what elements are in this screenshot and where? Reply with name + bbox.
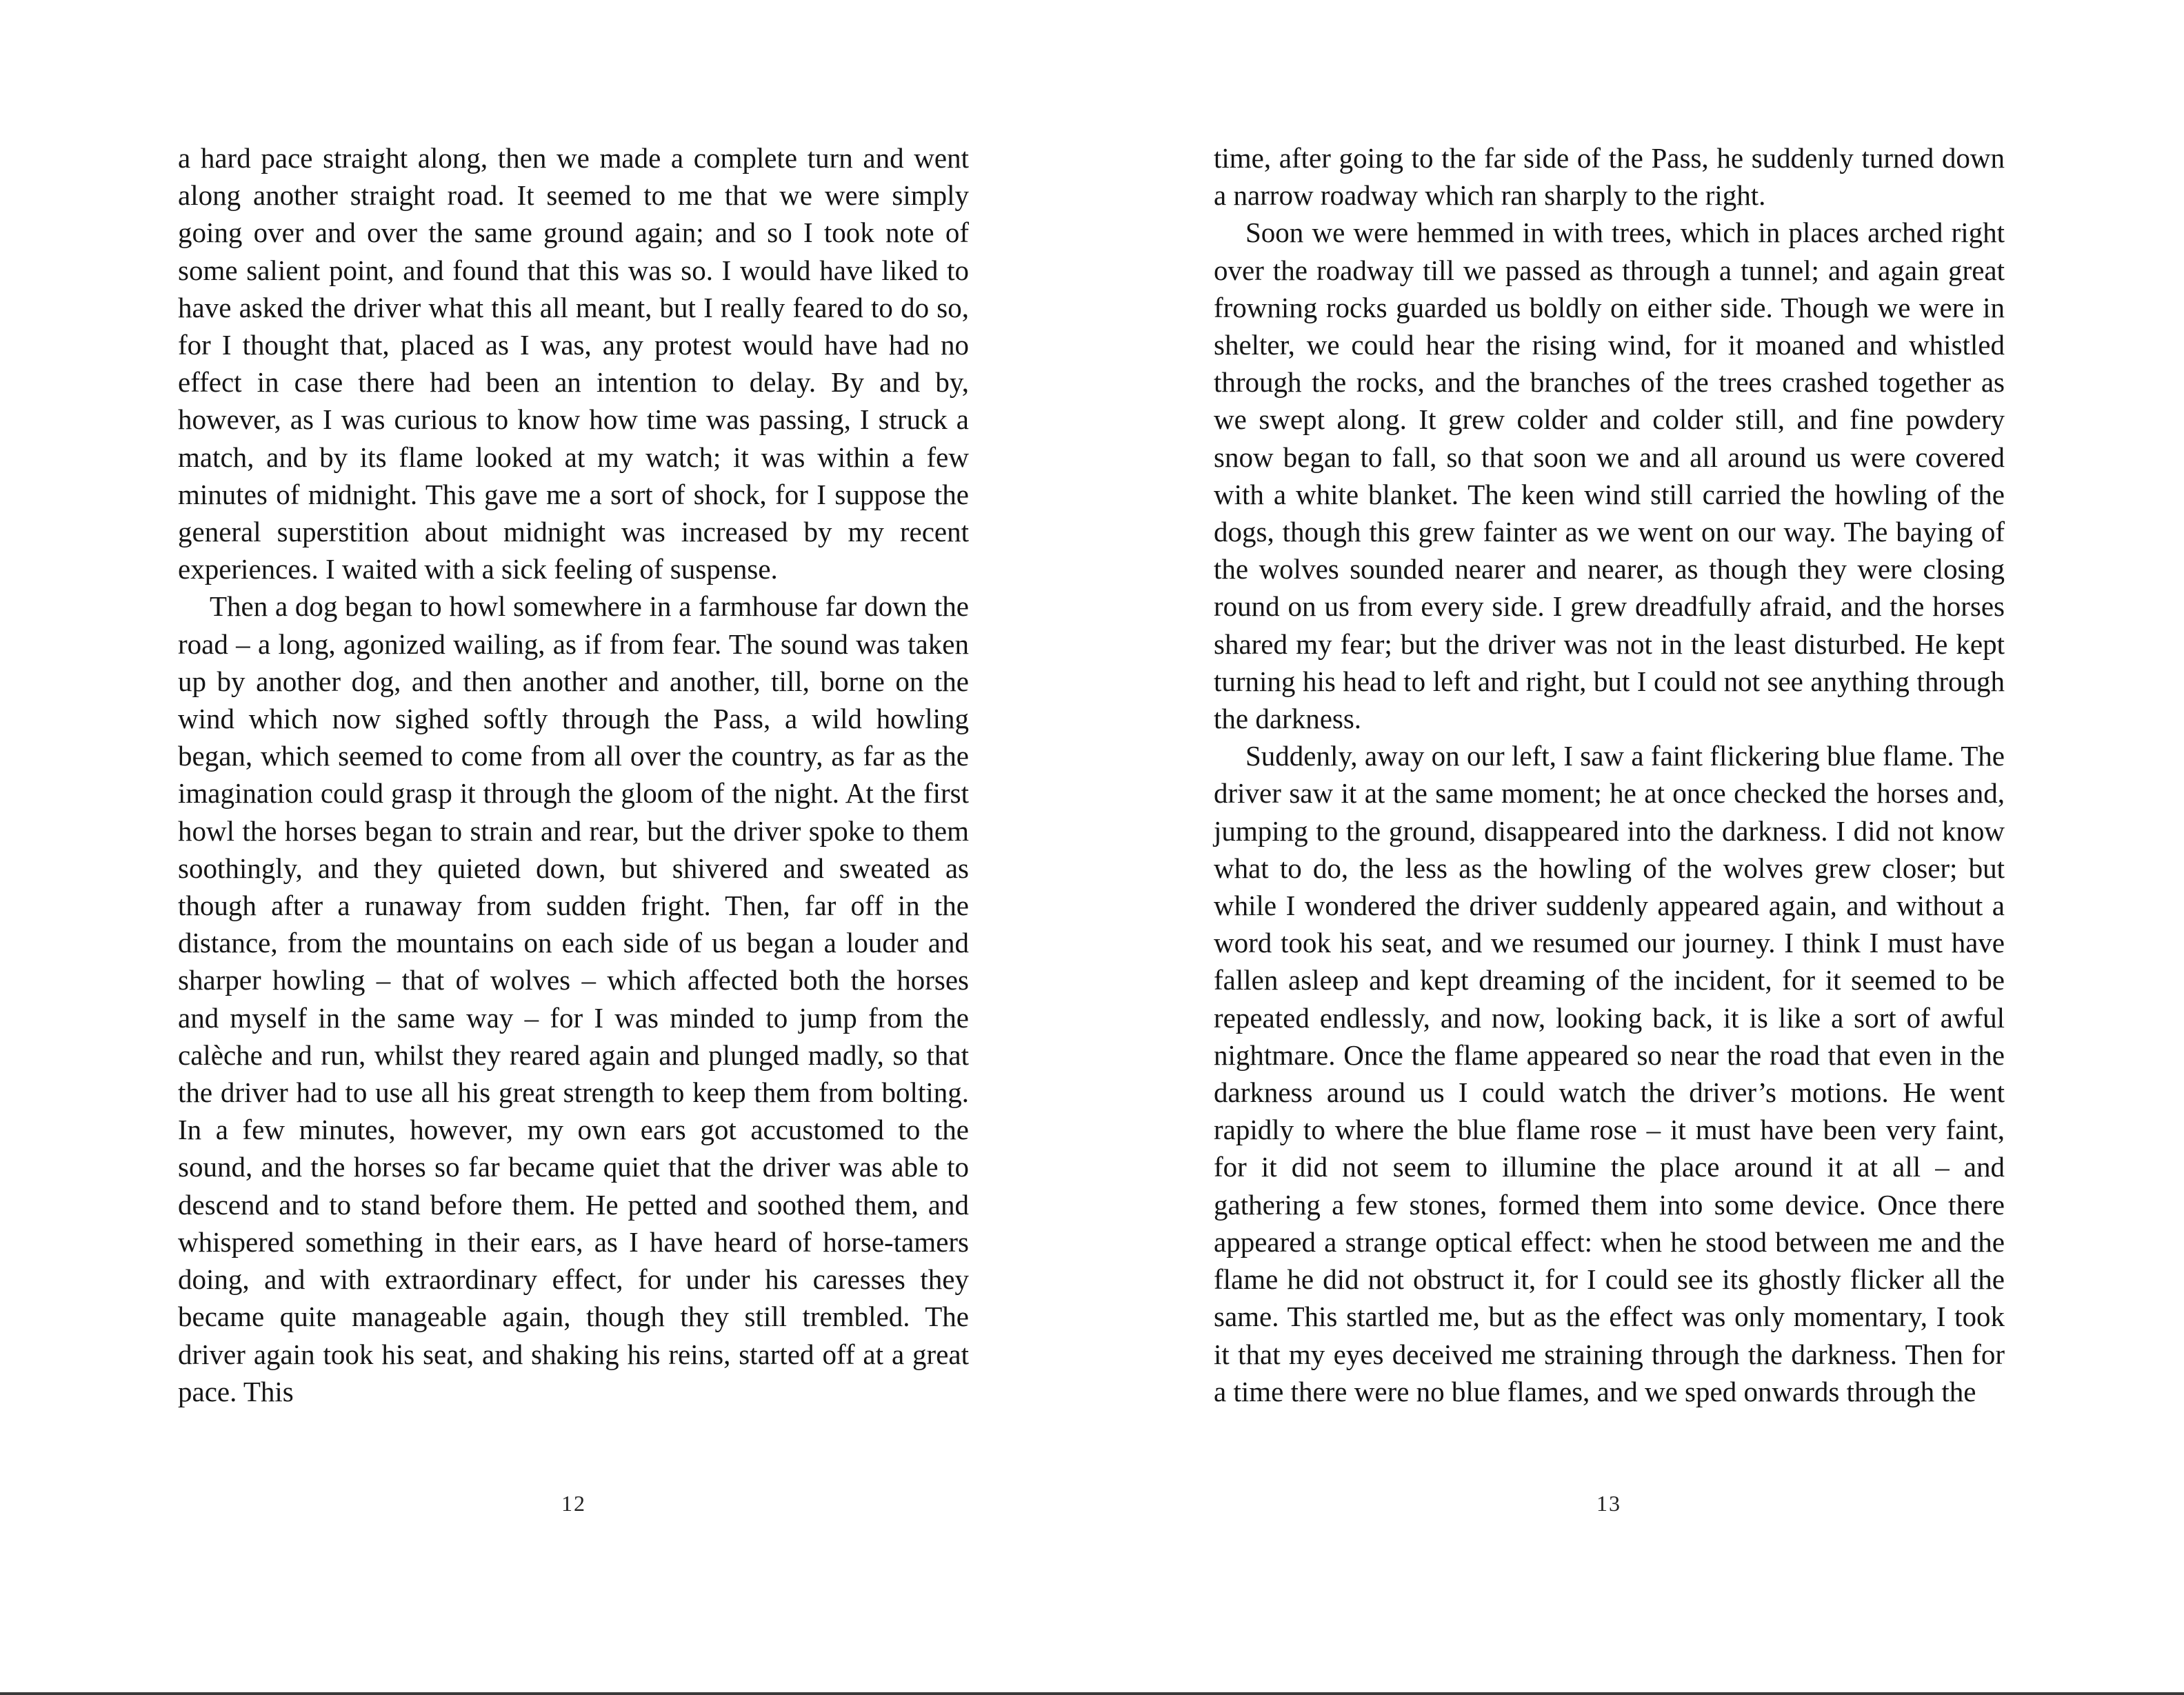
bottom-border [0, 1692, 2184, 1695]
right-page-text [1214, 139, 2005, 1410]
page-number-left: 12 [561, 1491, 586, 1516]
paragraph: Soon we were hemmed in with trees, which in places arched right over the roadway till we passed as through a tunnel; and again great frowning rocks guarded us boldly on either side. Though we were in shelter, we could hear the rising wind, for it moaned and whistled through the rocks, and the branches of the trees crashed together as we swept along. It grew colder and colder still, and fine powdery snow began to fall, so that soon we and all around us were covered with a white blanket. The keen wind still carried the howling of the dogs, though this grew fainter as we went on our way. The baying of the wolves sounded nearer and nearer, as though they were closing round on us from every side. I grew dreadfully afraid, and the horses shared my fear; but the driver was not in the least disturbed. He kept turning his head to left and right, but I could not see anything through the darkness. [1214, 217, 2005, 735]
paragraph: Then a dog began to howl somewhere in a farmhouse far down the road – a long, agonized wailing, as if from fear. The sound was taken up by another dog, and then another and another, till, borne on the wind which now sighed softly through the Pass, a wild howling began, which seemed to come from all over the country, as far as the imagination could grasp it through the gloom of the night. At the first howl the horses began to strain and rear, but the driver spoke to them soothingly, and they quieted down, but shivered and sweated as though after a runaway from sudden fright. Then, far off in the distance, from the mountains on each side of us began a louder and sharper howling – that of wolves – which affected both the horses and myself in the same way – for I was minded to jump from the calèche and run, whilst they reared again and plunged madly, so that the driver had to use all his great strength to keep them from bolting. In a few minutes, however, my own ears got accustomed to the sound, and the horses so far became quiet that the driver was able to descend and to stand before them. He petted and soothed them, and whispered something in their ears, as I have heard of horse-tamers doing, and with extraordinary effect, for under his caresses they became quite manageable again, though they still trembled. The driver again took his seat, and shaking his reins, started off at a great pace. This [178, 590, 969, 1407]
page-number-right: 13 [1596, 1491, 1621, 1516]
paragraph-continued: a hard pace straight along, then we made a complete turn and went along another straight road. It seemed to me that we were simply going over and over the same ground again; and so I took note of some salient point, and found that this was so. I would have liked to have asked the driver what this all meant, but I really feared to do so, for I thought that, placed as I was, any protest would have had no effect in case there had been an intention to delay. By and by, however, as I was curious to know how time was passing, I struck a match, and by its flame looked at my watch; it was within a few minutes of midnight. This gave me a sort of shock, for I suppose the general superstition about midnight was increased by my recent experiences. I waited with a sick feeling of suspense. [178, 142, 969, 585]
paragraph: Suddenly, away on our left, I saw a faint flickering blue flame. The driver saw it at the same moment; he at once checked the horses and, jumping to the ground, disappeared into the darkness. I did not know what to do, the less as the howling of the wolves grew closer; but while I wondered the driver suddenly appeared again, and without a word took his seat, and we resumed our journey. I think I must have fallen asleep and kept dreaming of the incident, for it seemed to be repeated endlessly, and now, looking back, it is like a sort of awful nightmare. Once the flame appeared so near the road that even in the darkness around us I could watch the driver’s motions. He went rapidly to where the blue flame rose – it must have been very faint, for it did not seem to illumine the place around it at all – and gathering a few stones, formed them into some device. Once there appeared a strange optical effect: when he stood between me and the flame he did not obstruct it, for I could see its ghostly flicker all the same. This startled me, but as the effect was only momentary, I took it that my eyes deceived me straining through the darkness. Then for a time there were no blue flames, and we sped onwards through the [1214, 740, 2005, 1407]
paragraph-continued: time, after going to the far side of the Pass, he suddenly turned down a narrow roadway which ran sharply to the right. [1214, 142, 2005, 212]
left-page-text [178, 139, 969, 1410]
